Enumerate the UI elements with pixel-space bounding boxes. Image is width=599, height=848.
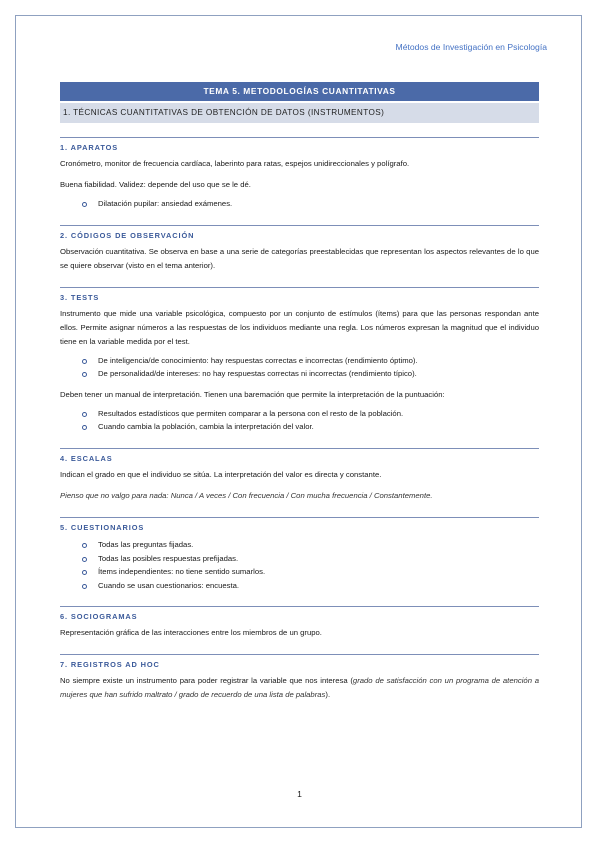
document-body [60,82,539,702]
list-item: Cuando cambia la población, cambia la interpretación del valor. [60,420,539,434]
tests-types-list [60,354,539,381]
heading-cuestionarios: 5. CUESTIONARIOS [60,517,539,533]
tema-title: TEMA 5. METODOLOGÍAS CUANTITATIVAS [60,82,539,101]
heading-tests: 3. TESTS [60,287,539,303]
codigos-text: Observación cuantitativa. Se observa en base a una serie de categorías preestablecidas que representan los aspectos relevantes de lo que se quiere observar (visto en el tema anterior). [60,246,539,270]
registros-text-end: ). [325,690,331,700]
page-number: 1 [297,789,302,799]
cuestionarios-list [60,538,539,592]
aparatos-validity: Buena fiabilidad. Validez: depende del uso que se le dé. [60,180,251,189]
list-item: Todas las posibles respuestas prefijadas. [60,552,539,566]
heading-registros: 7. REGISTROS AD HOC [60,654,539,670]
running-head: Métodos de Investigación en Psicología [395,42,547,52]
tests-baremo-list [60,407,539,434]
tests-text: Instrumento que mide una variable psicológica, compuesto por un conjunto de estímulos (ítems) para que las personas respondan ante ellos. Permite asignar números a las respuestas de los individuos mediante una regla. Los números expresan la magnitud que el individuo tiene en la variable medida por el test. [60,308,539,346]
section-title: 1. TÉCNICAS CUANTITATIVAS DE OBTENCIÓN DE DATOS (INSTRUMENTOS) [60,103,539,123]
list-item: Resultados estadísticos que permiten comparar a la persona con el resto de la población. [60,407,539,421]
registros-text [60,674,539,702]
heading-aparatos: 1. APARATOS [60,137,539,153]
tests-manual-text: Deben tener un manual de interpretación. Tienen una baremación que permite la interpretación de la puntuación: [60,389,445,399]
list-item: Dilatación pupilar: ansiedad exámenes. [60,197,539,211]
registros-text-plain: No siempre existe un instrumento para poder registrar la variable que nos interesa ( [60,676,353,686]
registros-text-italic: grado de satisfacción con un programa de atención a mujeres que han sufrido maltrato / grado de recuerdo de una lista de palabras [60,676,539,700]
heading-sociogramas: 6. SOCIOGRAMAS [60,606,539,622]
list-item: De personalidad/de intereses: no hay respuestas correctas ni incorrectas (rendimiento típico). [60,367,539,381]
sociogramas-text: Representación gráfica de las interacciones entre los miembros de un grupo. [60,628,322,638]
list-item: Ítems independientes: no tiene sentido sumarlos. [60,565,539,579]
escalas-example: Pienso que no valgo para nada: Nunca / A veces / Con frecuencia / Con mucha frecuencia / Constantemente. [60,490,433,500]
heading-escalas: 4. ESCALAS [60,448,539,464]
heading-codigos: 2. CÓDIGOS DE OBSERVACIÓN [60,225,539,241]
list-item: Todas las preguntas fijadas. [60,538,539,552]
aparatos-list [60,197,539,211]
list-item: De inteligencia/de conocimiento: hay respuestas correctas e incorrectas (rendimiento óptimo). [60,354,539,368]
list-item: Cuando se usan cuestionarios: encuesta. [60,579,539,593]
escalas-text: Indican el grado en que el individuo se sitúa. La interpretación del valor es directa y constante. [60,469,382,479]
aparatos-text: Cronómetro, monitor de frecuencia cardíaca, laberinto para ratas, espejos unidireccionales y polígrafo. [60,159,410,168]
